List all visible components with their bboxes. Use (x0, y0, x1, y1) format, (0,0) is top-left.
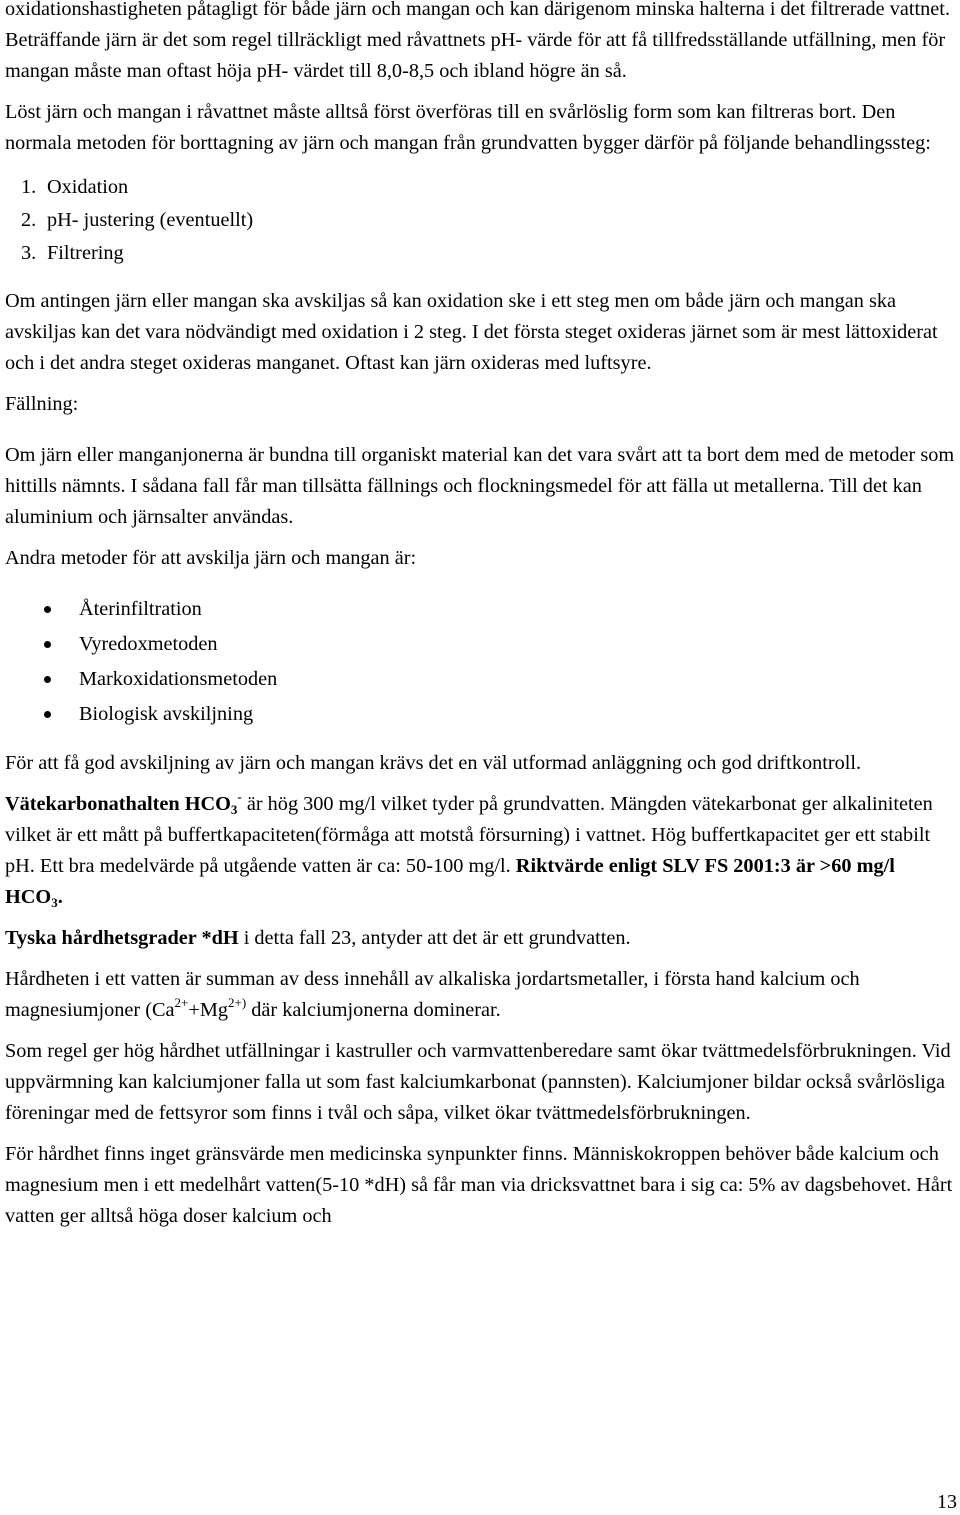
document-body (5, 0, 955, 1232)
list-item (21, 237, 955, 270)
method-label: Markoxidationsmetoden (79, 668, 278, 690)
paragraph-hardness-definition (5, 964, 955, 1026)
method-label: Vyredoxmetoden (79, 633, 218, 655)
superscript: - (237, 789, 242, 804)
list-item (21, 204, 955, 237)
hardness-text: i detta fall 23, antyder att det är ett grundvatten. (238, 927, 631, 949)
bicarbonate-label: Vätekarbonathalten HCO (5, 793, 231, 815)
superscript: 2+) (228, 995, 247, 1010)
step-number: 3. (21, 242, 37, 264)
method-label: Återinfiltration (79, 598, 202, 620)
paragraph-hardness-health: För hårdhet finns inget gränsvärde men medicinska synpunkter finns. Människokroppen behöver både kalcium och magnesium men i ett medelhårt vatten(5-10 *dH) så får man via dricksvattnet bara i sig ca: 5% av dagsbehovet. Hårt vatten ger alltså höga doser kalcium och (5, 1143, 953, 1227)
paragraph-good-separation: För att få god avskiljning av järn och mangan krävs det en väl utformad anläggning och god driftkontroll. (5, 752, 862, 774)
bullet-icon (44, 711, 51, 718)
paragraph-precipitation: Om järn eller manganjonerna är bundna till organiskt material kan det vara svårt att ta bort dem med de metoder som hittills nämnts. I sådana fall får man tillsätta fällnings och flockningsmedel för att fälla ut metallerna. Till det kan aluminium och järnsalter användas. (5, 444, 955, 528)
bullet-icon (44, 641, 51, 648)
step-label: Filtrering (47, 242, 124, 264)
heading-fallning: Fällning: (5, 393, 79, 415)
list-item (5, 592, 955, 627)
methods-list (5, 592, 955, 732)
paragraph-hardness-effects: Som regel ger hög hårdhet utfällningar i kastruller och varmvattenberedare samt ökar tvättmedelsförbrukningen. Vid uppvärmning kan kalciumjoner falla ut som fast kalciumkarbonat (pannsten). Kalciumjoner bildar också svårlösliga föreningar med de fettsyror som finns i tvål och såpa, vilket ökar tvättmedelsförbrukningen. (5, 1040, 951, 1124)
period: . (57, 886, 63, 908)
list-item (5, 627, 955, 662)
step-number: 2. (21, 209, 37, 231)
paragraph-other-methods: Andra metoder för att avskilja järn och mangan är: (5, 547, 417, 569)
page-number: 13 (937, 1491, 957, 1513)
step-number: 1. (21, 176, 37, 198)
paragraph-german-hardness (5, 923, 955, 954)
hardness-definition-text: Hårdheten i ett vatten är summan av dess innehåll av alkaliska jordartsmetaller, i första hand kalcium och magnesiumjoner (Ca (5, 968, 860, 1021)
subscript: 3 (51, 895, 58, 910)
list-item (5, 697, 955, 732)
guideline-value: Riktvärde enligt SLV FS 2001:3 är >60 mg/l HCO (5, 855, 895, 908)
step-label: Oxidation (47, 176, 129, 198)
bullet-icon (44, 606, 51, 613)
paragraph-bicarbonate (5, 789, 955, 913)
list-item (21, 171, 955, 204)
treatment-steps-list (5, 171, 955, 270)
subscript: 3 (230, 802, 238, 817)
bullet-icon (44, 676, 51, 683)
paragraph-oxidation-intro: oxidationshastigheten påtagligt för både järn och mangan och kan därigenom minska halterna i det filtrerade vattnet. Beträffande järn är det som regel tillräckligt med råvattnets pH- värde för att få tillfredsställande utfällning, men för mangan måste man oftast höja pH- värdet till 8,0-8,5 och ibland högre än så. (5, 0, 951, 82)
list-item (5, 662, 955, 697)
superscript: 2+ (174, 995, 189, 1010)
hardness-definition-text: där kalciumjonerna dominerar. (246, 999, 501, 1021)
hardness-label: Tyska hårdhetsgrader *dH (5, 927, 239, 949)
bicarbonate-text: är hög 300 mg/l vilket tyder på grundvatten. Mängden vätekarbonat ger alkaliniteten vilket är ett mått på buffertkapaciteten(förmåga att motstå försurning) i vattnet. Hög buffertkapacitet ger ett stabilt pH. Ett bra medelvärde på utgående vatten är ca: 50-100 mg/l. (5, 793, 933, 877)
paragraph-dissolved-iron: Löst järn och mangan i råvattnet måste alltså först överföras till en svårlöslig form som kan filtreras bort. Den normala metoden för borttagning av järn och mangan från grundvatten bygger därför på följande behandlingssteg: (5, 101, 931, 154)
hardness-definition-text: +Mg (188, 999, 228, 1021)
method-label: Biologisk avskiljning (79, 703, 254, 725)
step-label: pH- justering (eventuellt) (47, 209, 254, 231)
paragraph-oxidation-steps: Om antingen järn eller mangan ska avskiljas så kan oxidation ske i ett steg men om både järn och mangan ska avskiljas kan det vara nödvändigt med oxidation i 2 steg. I det första steget oxideras järnet som är mest lättoxiderat och i det andra steget oxideras manganet. Oftast kan järn oxideras med luftsyre. (5, 290, 938, 374)
